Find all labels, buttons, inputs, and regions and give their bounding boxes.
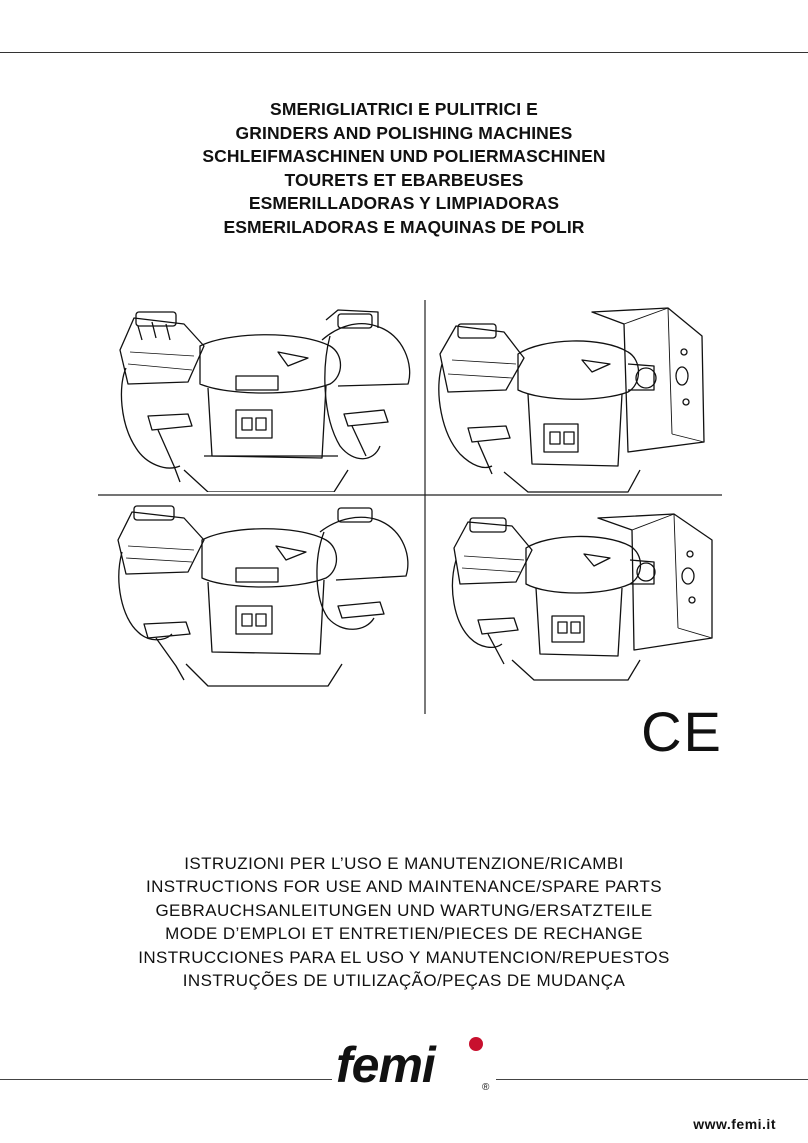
title-line-en: GRINDERS AND POLISHING MACHINES	[235, 122, 573, 143]
title-line-es: ESMERILLADORAS Y LIMPIADORAS	[248, 193, 560, 213]
instruction-line-de: GEBRAUCHSANLEITUNGEN UND WARTUNG/ERSATZTEILE	[155, 900, 653, 920]
double-wheel-bench-grinder-icon	[108, 306, 418, 492]
double-wheel-bench-grinder-alt-icon	[108, 502, 418, 688]
bench-grinder-with-polisher-alt-icon	[448, 504, 728, 684]
title-line-fr: TOURETS ET EBARBEUSES	[284, 169, 524, 190]
top-rule	[0, 52, 808, 53]
website-url: www.femi.it	[693, 1116, 776, 1132]
logo-dot-icon	[469, 1037, 483, 1051]
instruction-line-en: INSTRUCTIONS FOR USE AND MAINTENANCE/SPARE PARTS	[145, 877, 663, 897]
footer-rule-right	[496, 1079, 808, 1080]
femi-logo	[330, 1030, 500, 1096]
title-line-it: SMERIGLIATRICI E PULITRICI E	[270, 99, 538, 119]
instruction-line-es: INSTRUCCIONES PARA EL USO Y MANUTENCION/REPUESTOS	[138, 947, 670, 967]
brand-name: femi	[336, 1037, 435, 1093]
instruction-line-it: ISTRUZIONI PER L’USO E MANUTENZIONE/RICAMBI	[184, 854, 624, 873]
instruction-line-pt: INSTRUÇÕES DE UTILIZAÇÃO/PEÇAS DE MUDANÇA	[182, 971, 626, 991]
title-line-de: SCHLEIFMASCHINEN UND POLIERMASCHINEN	[202, 146, 606, 166]
ce-mark	[640, 703, 724, 759]
title-block	[0, 98, 808, 239]
registered-mark: ®	[482, 1082, 490, 1093]
ce-mark-text: CE	[641, 703, 723, 759]
instruction-line-fr: MODE D’EMPLOI ET ENTRETIEN/PIECES DE RECHANGE	[165, 924, 643, 944]
bench-grinder-with-polisher-icon	[432, 304, 722, 494]
footer-rule-left	[0, 1079, 332, 1080]
figure-grid	[0, 298, 808, 718]
title-line-pt: ESMERILADORAS E MAQUINAS DE POLIR	[223, 216, 585, 237]
instructions-block	[0, 852, 808, 992]
